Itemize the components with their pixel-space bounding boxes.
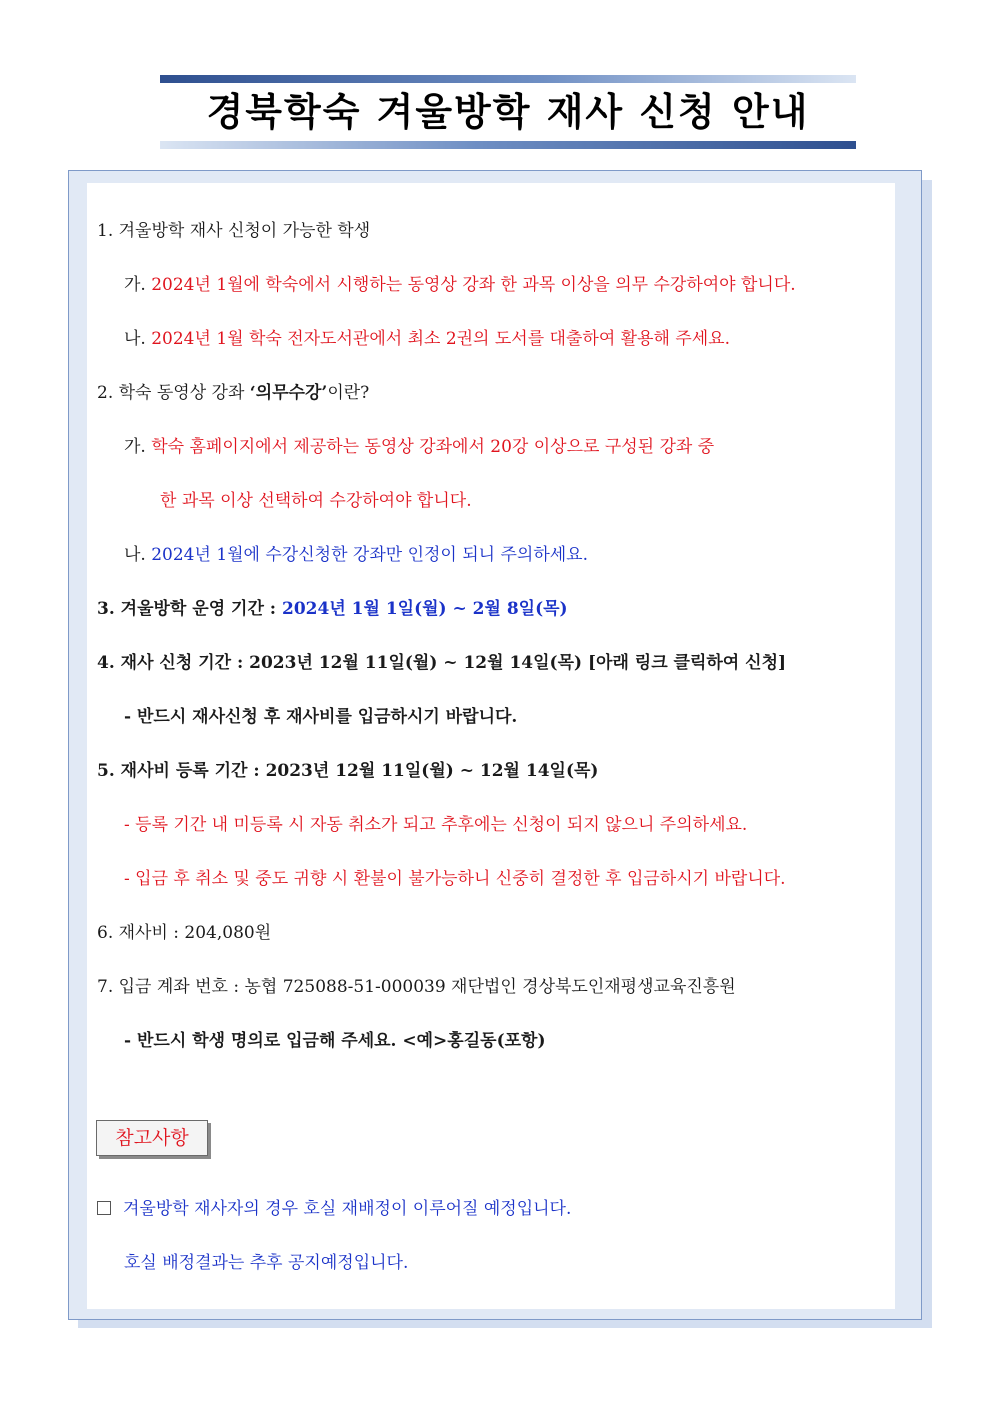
section-1-item-b xyxy=(87,327,730,351)
section-2-item-b-text: 2024년 1월에 수강신청한 강좌만 인정이 되니 주의하세요. xyxy=(151,545,589,565)
section-5-note-b: - 입금 후 취소 및 중도 귀향 시 환불이 불가능하니 신중히 결정한 후 입금하시기 바랍니다. xyxy=(124,869,786,889)
section-2-item-a-continued: 한 과목 이상 선택하여 수강하여야 합니다. xyxy=(160,491,472,511)
checkbox-icon xyxy=(97,1201,111,1215)
item-prefix: 가. xyxy=(124,275,152,295)
section-1-item-a xyxy=(87,273,796,297)
content-box xyxy=(68,170,922,1320)
item-prefix: 나. xyxy=(124,545,152,565)
reference-note-1 xyxy=(97,1197,571,1221)
page-title: 경북학숙 겨울방학 재사 신청 안내 xyxy=(206,90,810,134)
section-4: 4. 재사 신청 기간 : 2023년 12월 11일(월) ~ 12월 14일(목) [아래 링크 클릭하여 신청] xyxy=(97,653,787,673)
section-1-item-a-text: 2024년 1월에 학숙에서 시행하는 동영상 강좌 한 과목 이상을 의무 수강하여야 합니다. xyxy=(151,275,796,295)
item-prefix: 가. xyxy=(124,437,152,457)
title-banner xyxy=(160,75,856,149)
section-3-value: 2024년 1월 1일(월) ~ 2월 8일(목) xyxy=(282,599,568,619)
section-4-note: - 반드시 재사신청 후 재사비를 입금하시기 바랍니다. xyxy=(124,707,518,727)
section-2-item-a-text: 학숙 홈페이지에서 제공하는 동영상 강좌에서 20강 이상으로 구성된 강좌 중 xyxy=(151,437,715,457)
section-7: 7. 입금 계좌 번호 : 농협 725088-51-000039 재단법인 경상북도인재평생교육진흥원 xyxy=(97,977,736,997)
title-bar-top xyxy=(160,75,856,83)
section-5: 5. 재사비 등록 기간 : 2023년 12월 11일(월) ~ 12월 14일(목) xyxy=(97,761,599,781)
section-2-item-b xyxy=(87,543,588,567)
section-2-heading-text: 2. 학숙 동영상 강좌 xyxy=(97,383,250,403)
content-inner xyxy=(87,183,895,1309)
section-5-note-a: - 등록 기간 내 미등록 시 자동 취소가 되고 추후에는 신청이 되지 않으니 주의하세요. xyxy=(124,815,748,835)
section-1-heading: 1. 겨울방학 재사 신청이 가능한 학생 xyxy=(97,221,371,241)
section-2-heading xyxy=(87,381,369,405)
section-2-item-a xyxy=(87,435,714,459)
section-7-note: - 반드시 학생 명의로 입금해 주세요. <예>홍길동(포항) xyxy=(124,1031,546,1051)
reference-label-box: 참고사항 xyxy=(96,1120,208,1156)
section-2-heading-suffix: 이란? xyxy=(327,383,370,403)
item-prefix: 나. xyxy=(124,329,152,349)
section-3-label: 3. 겨울방학 운영 기간 : xyxy=(97,599,282,619)
title-bar-bottom xyxy=(160,141,856,149)
section-3 xyxy=(87,597,568,621)
reference-note-1-text: 겨울방학 재사자의 경우 호실 재배정이 이루어질 예정입니다. xyxy=(123,1199,572,1219)
reference-note-2: 호실 배정결과는 추후 공지예정입니다. xyxy=(124,1253,409,1273)
section-2-heading-emphasis: ‘의무수강’ xyxy=(249,383,328,403)
section-6: 6. 재사비 : 204,080원 xyxy=(97,923,272,943)
section-1-item-b-text: 2024년 1월 학숙 전자도서관에서 최소 2권의 도서를 대출하여 활용해 주세요. xyxy=(151,329,730,349)
